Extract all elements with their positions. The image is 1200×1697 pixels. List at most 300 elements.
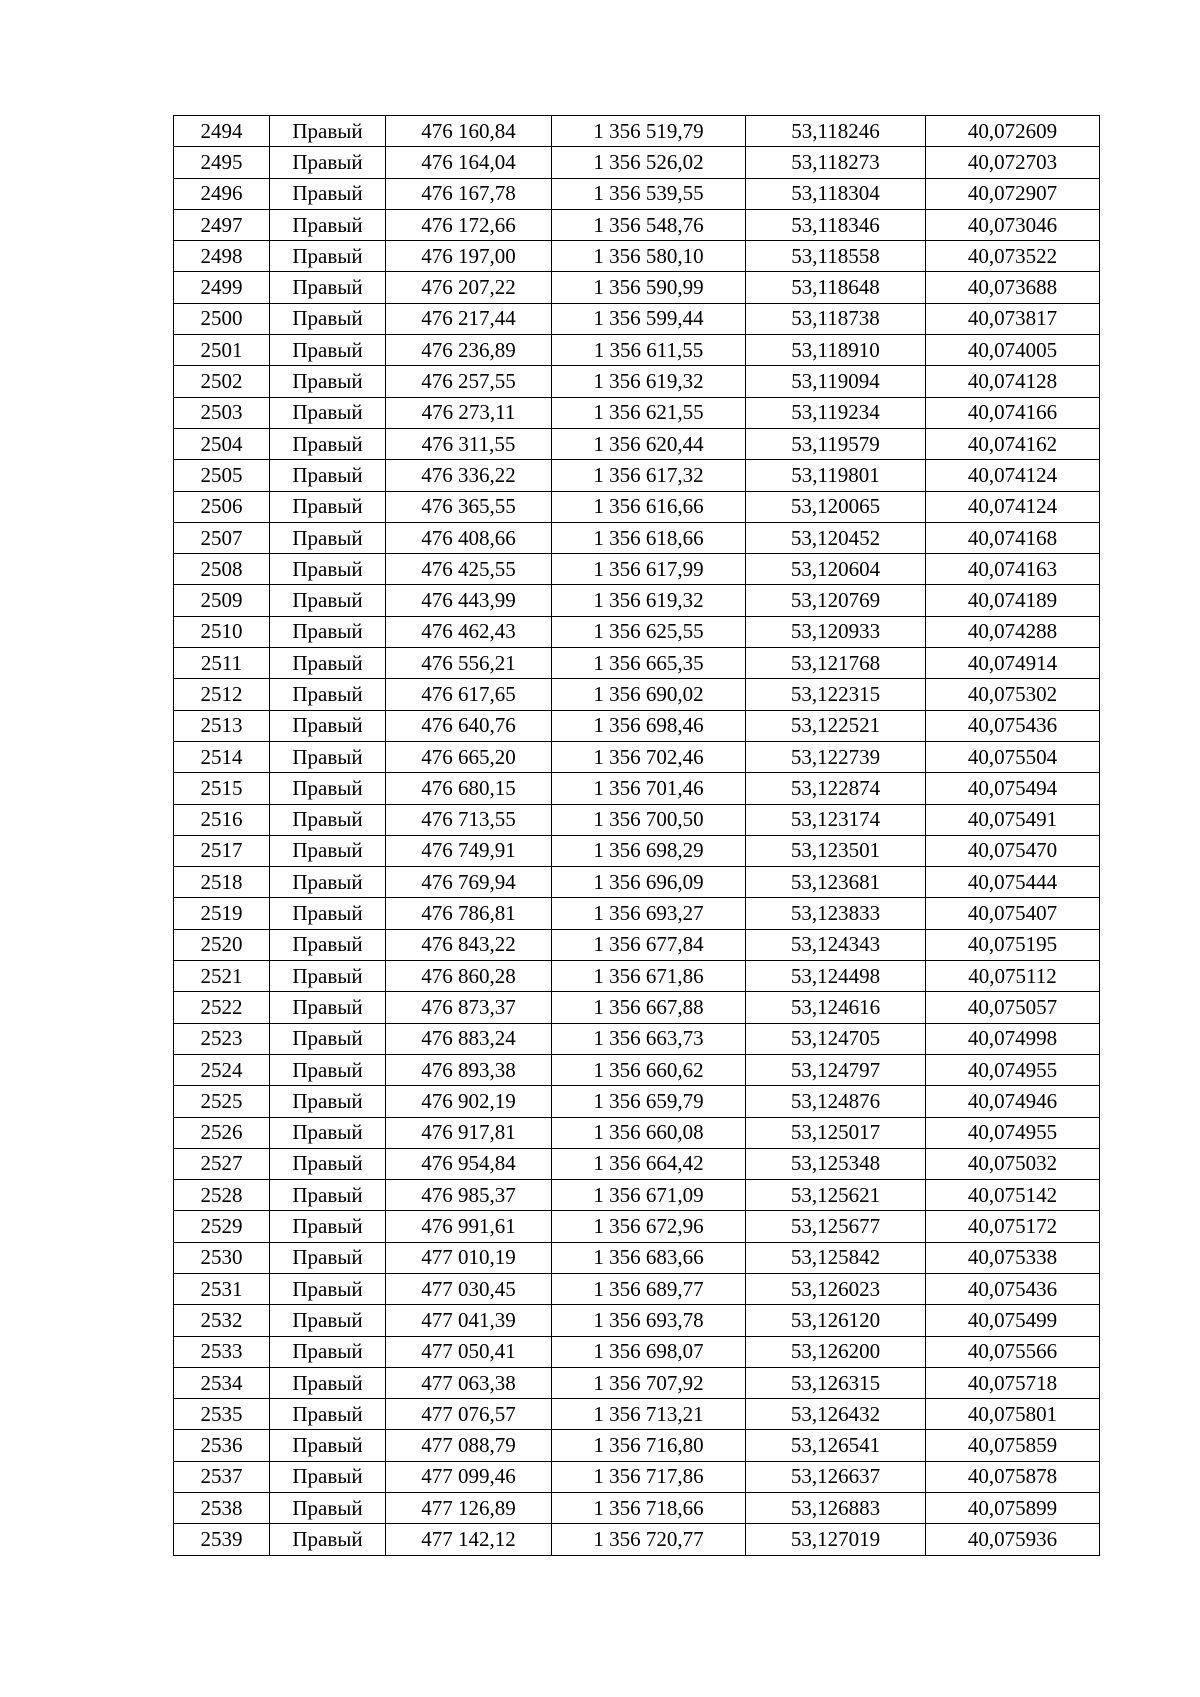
side-cell: Правый <box>270 835 386 866</box>
point-number-cell: 2494 <box>174 116 270 147</box>
point-number-cell: 2514 <box>174 741 270 772</box>
y-coordinate-cell: 1 356 672,96 <box>552 1211 746 1242</box>
x-coordinate-cell: 476 197,00 <box>386 241 552 272</box>
table-row <box>174 1524 1100 1555</box>
table-row <box>174 679 1100 710</box>
longitude-cell: 40,075195 <box>926 929 1100 960</box>
y-coordinate-cell: 1 356 617,99 <box>552 554 746 585</box>
table-row <box>174 335 1100 366</box>
x-coordinate-cell: 477 099,46 <box>386 1461 552 1492</box>
point-number-cell: 2502 <box>174 366 270 397</box>
longitude-cell: 40,075499 <box>926 1305 1100 1336</box>
side-cell: Правый <box>270 1493 386 1524</box>
y-coordinate-cell: 1 356 713,21 <box>552 1399 746 1430</box>
x-coordinate-cell: 476 425,55 <box>386 554 552 585</box>
latitude-cell: 53,124797 <box>746 1054 926 1085</box>
side-cell: Правый <box>270 804 386 835</box>
table-row <box>174 867 1100 898</box>
y-coordinate-cell: 1 356 702,46 <box>552 741 746 772</box>
table-row <box>174 1367 1100 1398</box>
side-cell: Правый <box>270 397 386 428</box>
point-number-cell: 2499 <box>174 272 270 303</box>
coordinates-table <box>173 115 1100 1556</box>
longitude-cell: 40,075718 <box>926 1367 1100 1398</box>
x-coordinate-cell: 476 365,55 <box>386 491 552 522</box>
point-number-cell: 2513 <box>174 710 270 741</box>
y-coordinate-cell: 1 356 693,78 <box>552 1305 746 1336</box>
table-row <box>174 178 1100 209</box>
x-coordinate-cell: 476 160,84 <box>386 116 552 147</box>
side-cell: Правый <box>270 428 386 459</box>
latitude-cell: 53,118246 <box>746 116 926 147</box>
side-cell: Правый <box>270 1305 386 1336</box>
x-coordinate-cell: 476 167,78 <box>386 178 552 209</box>
x-coordinate-cell: 476 893,38 <box>386 1054 552 1085</box>
y-coordinate-cell: 1 356 616,66 <box>552 491 746 522</box>
y-coordinate-cell: 1 356 599,44 <box>552 303 746 334</box>
y-coordinate-cell: 1 356 519,79 <box>552 116 746 147</box>
x-coordinate-cell: 476 617,65 <box>386 679 552 710</box>
table-row <box>174 1305 1100 1336</box>
side-cell: Правый <box>270 241 386 272</box>
side-cell: Правый <box>270 335 386 366</box>
latitude-cell: 53,119801 <box>746 460 926 491</box>
x-coordinate-cell: 476 786,81 <box>386 898 552 929</box>
x-coordinate-cell: 477 088,79 <box>386 1430 552 1461</box>
latitude-cell: 53,123174 <box>746 804 926 835</box>
y-coordinate-cell: 1 356 611,55 <box>552 335 746 366</box>
latitude-cell: 53,126637 <box>746 1461 926 1492</box>
longitude-cell: 40,075936 <box>926 1524 1100 1555</box>
point-number-cell: 2508 <box>174 554 270 585</box>
side-cell: Правый <box>270 1054 386 1085</box>
longitude-cell: 40,075172 <box>926 1211 1100 1242</box>
latitude-cell: 53,118304 <box>746 178 926 209</box>
x-coordinate-cell: 476 556,21 <box>386 648 552 679</box>
table-row <box>174 1023 1100 1054</box>
table-row <box>174 898 1100 929</box>
x-coordinate-cell: 477 126,89 <box>386 1493 552 1524</box>
side-cell: Правый <box>270 929 386 960</box>
table-row <box>174 460 1100 491</box>
longitude-cell: 40,074955 <box>926 1117 1100 1148</box>
side-cell: Правый <box>270 1336 386 1367</box>
y-coordinate-cell: 1 356 677,84 <box>552 929 746 960</box>
side-cell: Правый <box>270 522 386 553</box>
point-number-cell: 2523 <box>174 1023 270 1054</box>
x-coordinate-cell: 476 172,66 <box>386 209 552 240</box>
point-number-cell: 2534 <box>174 1367 270 1398</box>
x-coordinate-cell: 476 665,20 <box>386 741 552 772</box>
side-cell: Правый <box>270 209 386 240</box>
side-cell: Правый <box>270 491 386 522</box>
point-number-cell: 2501 <box>174 335 270 366</box>
table-row <box>174 116 1100 147</box>
side-cell: Правый <box>270 1117 386 1148</box>
side-cell: Правый <box>270 1211 386 1242</box>
x-coordinate-cell: 476 883,24 <box>386 1023 552 1054</box>
point-number-cell: 2516 <box>174 804 270 835</box>
side-cell: Правый <box>270 1430 386 1461</box>
longitude-cell: 40,075566 <box>926 1336 1100 1367</box>
y-coordinate-cell: 1 356 696,09 <box>552 867 746 898</box>
longitude-cell: 40,072609 <box>926 116 1100 147</box>
side-cell: Правый <box>270 116 386 147</box>
table-row <box>174 1461 1100 1492</box>
latitude-cell: 53,126541 <box>746 1430 926 1461</box>
table-row <box>174 961 1100 992</box>
longitude-cell: 40,073817 <box>926 303 1100 334</box>
y-coordinate-cell: 1 356 618,66 <box>552 522 746 553</box>
y-coordinate-cell: 1 356 590,99 <box>552 272 746 303</box>
longitude-cell: 40,074946 <box>926 1086 1100 1117</box>
longitude-cell: 40,074124 <box>926 491 1100 522</box>
latitude-cell: 53,125842 <box>746 1242 926 1273</box>
x-coordinate-cell: 476 164,04 <box>386 147 552 178</box>
longitude-cell: 40,075470 <box>926 835 1100 866</box>
longitude-cell: 40,075878 <box>926 1461 1100 1492</box>
longitude-cell: 40,075112 <box>926 961 1100 992</box>
point-number-cell: 2517 <box>174 835 270 866</box>
table-row <box>174 1054 1100 1085</box>
point-number-cell: 2496 <box>174 178 270 209</box>
table-row <box>174 929 1100 960</box>
y-coordinate-cell: 1 356 660,62 <box>552 1054 746 1085</box>
latitude-cell: 53,119094 <box>746 366 926 397</box>
point-number-cell: 2519 <box>174 898 270 929</box>
longitude-cell: 40,072703 <box>926 147 1100 178</box>
latitude-cell: 53,118648 <box>746 272 926 303</box>
x-coordinate-cell: 477 050,41 <box>386 1336 552 1367</box>
side-cell: Правый <box>270 648 386 679</box>
y-coordinate-cell: 1 356 526,02 <box>552 147 746 178</box>
table-row <box>174 835 1100 866</box>
side-cell: Правый <box>270 1367 386 1398</box>
y-coordinate-cell: 1 356 617,32 <box>552 460 746 491</box>
point-number-cell: 2532 <box>174 1305 270 1336</box>
point-number-cell: 2522 <box>174 992 270 1023</box>
y-coordinate-cell: 1 356 625,55 <box>552 616 746 647</box>
latitude-cell: 53,125621 <box>746 1180 926 1211</box>
longitude-cell: 40,072907 <box>926 178 1100 209</box>
x-coordinate-cell: 476 985,37 <box>386 1180 552 1211</box>
y-coordinate-cell: 1 356 717,86 <box>552 1461 746 1492</box>
y-coordinate-cell: 1 356 716,80 <box>552 1430 746 1461</box>
table-row <box>174 1399 1100 1430</box>
table-row <box>174 1430 1100 1461</box>
longitude-cell: 40,074914 <box>926 648 1100 679</box>
side-cell: Правый <box>270 1461 386 1492</box>
longitude-cell: 40,074162 <box>926 428 1100 459</box>
table-row <box>174 1180 1100 1211</box>
latitude-cell: 53,120452 <box>746 522 926 553</box>
point-number-cell: 2538 <box>174 1493 270 1524</box>
table-row <box>174 992 1100 1023</box>
y-coordinate-cell: 1 356 660,08 <box>552 1117 746 1148</box>
longitude-cell: 40,075504 <box>926 741 1100 772</box>
y-coordinate-cell: 1 356 683,66 <box>552 1242 746 1273</box>
point-number-cell: 2525 <box>174 1086 270 1117</box>
longitude-cell: 40,075142 <box>926 1180 1100 1211</box>
y-coordinate-cell: 1 356 707,92 <box>552 1367 746 1398</box>
side-cell: Правый <box>270 961 386 992</box>
x-coordinate-cell: 476 917,81 <box>386 1117 552 1148</box>
latitude-cell: 53,120933 <box>746 616 926 647</box>
table-row <box>174 804 1100 835</box>
latitude-cell: 53,124498 <box>746 961 926 992</box>
point-number-cell: 2504 <box>174 428 270 459</box>
side-cell: Правый <box>270 1399 386 1430</box>
point-number-cell: 2531 <box>174 1273 270 1304</box>
x-coordinate-cell: 476 749,91 <box>386 835 552 866</box>
longitude-cell: 40,075032 <box>926 1148 1100 1179</box>
table-row <box>174 1148 1100 1179</box>
table-row <box>174 303 1100 334</box>
table-row <box>174 616 1100 647</box>
y-coordinate-cell: 1 356 700,50 <box>552 804 746 835</box>
latitude-cell: 53,126883 <box>746 1493 926 1524</box>
longitude-cell: 40,074998 <box>926 1023 1100 1054</box>
x-coordinate-cell: 476 336,22 <box>386 460 552 491</box>
point-number-cell: 2512 <box>174 679 270 710</box>
x-coordinate-cell: 477 010,19 <box>386 1242 552 1273</box>
latitude-cell: 53,120065 <box>746 491 926 522</box>
y-coordinate-cell: 1 356 619,32 <box>552 366 746 397</box>
longitude-cell: 40,075899 <box>926 1493 1100 1524</box>
side-cell: Правый <box>270 1524 386 1555</box>
x-coordinate-cell: 476 843,22 <box>386 929 552 960</box>
table-row <box>174 147 1100 178</box>
table-row <box>174 773 1100 804</box>
longitude-cell: 40,075436 <box>926 710 1100 741</box>
y-coordinate-cell: 1 356 580,10 <box>552 241 746 272</box>
side-cell: Правый <box>270 1086 386 1117</box>
longitude-cell: 40,075491 <box>926 804 1100 835</box>
x-coordinate-cell: 476 273,11 <box>386 397 552 428</box>
y-coordinate-cell: 1 356 698,07 <box>552 1336 746 1367</box>
side-cell: Правый <box>270 554 386 585</box>
latitude-cell: 53,126315 <box>746 1367 926 1398</box>
x-coordinate-cell: 476 217,44 <box>386 303 552 334</box>
point-number-cell: 2495 <box>174 147 270 178</box>
side-cell: Правый <box>270 1180 386 1211</box>
point-number-cell: 2518 <box>174 867 270 898</box>
latitude-cell: 53,118346 <box>746 209 926 240</box>
longitude-cell: 40,073688 <box>926 272 1100 303</box>
side-cell: Правый <box>270 867 386 898</box>
side-cell: Правый <box>270 1148 386 1179</box>
side-cell: Правый <box>270 272 386 303</box>
y-coordinate-cell: 1 356 548,76 <box>552 209 746 240</box>
latitude-cell: 53,122739 <box>746 741 926 772</box>
longitude-cell: 40,074163 <box>926 554 1100 585</box>
point-number-cell: 2524 <box>174 1054 270 1085</box>
latitude-cell: 53,123833 <box>746 898 926 929</box>
longitude-cell: 40,075801 <box>926 1399 1100 1430</box>
point-number-cell: 2526 <box>174 1117 270 1148</box>
table-row <box>174 1117 1100 1148</box>
longitude-cell: 40,074955 <box>926 1054 1100 1085</box>
y-coordinate-cell: 1 356 539,55 <box>552 178 746 209</box>
y-coordinate-cell: 1 356 619,32 <box>552 585 746 616</box>
latitude-cell: 53,119579 <box>746 428 926 459</box>
side-cell: Правый <box>270 178 386 209</box>
latitude-cell: 53,125348 <box>746 1148 926 1179</box>
side-cell: Правый <box>270 303 386 334</box>
y-coordinate-cell: 1 356 659,79 <box>552 1086 746 1117</box>
latitude-cell: 53,125677 <box>746 1211 926 1242</box>
table-row <box>174 428 1100 459</box>
point-number-cell: 2530 <box>174 1242 270 1273</box>
coordinates-table-body <box>174 116 1100 1556</box>
table-row <box>174 648 1100 679</box>
side-cell: Правый <box>270 1023 386 1054</box>
point-number-cell: 2503 <box>174 397 270 428</box>
side-cell: Правый <box>270 679 386 710</box>
side-cell: Правый <box>270 773 386 804</box>
y-coordinate-cell: 1 356 671,09 <box>552 1180 746 1211</box>
point-number-cell: 2506 <box>174 491 270 522</box>
latitude-cell: 53,118738 <box>746 303 926 334</box>
side-cell: Правый <box>270 585 386 616</box>
side-cell: Правый <box>270 1273 386 1304</box>
side-cell: Правый <box>270 710 386 741</box>
y-coordinate-cell: 1 356 621,55 <box>552 397 746 428</box>
point-number-cell: 2509 <box>174 585 270 616</box>
x-coordinate-cell: 476 207,22 <box>386 272 552 303</box>
longitude-cell: 40,074005 <box>926 335 1100 366</box>
y-coordinate-cell: 1 356 671,86 <box>552 961 746 992</box>
latitude-cell: 53,126200 <box>746 1336 926 1367</box>
table-row <box>174 491 1100 522</box>
y-coordinate-cell: 1 356 690,02 <box>552 679 746 710</box>
side-cell: Правый <box>270 147 386 178</box>
x-coordinate-cell: 476 640,76 <box>386 710 552 741</box>
latitude-cell: 53,118558 <box>746 241 926 272</box>
latitude-cell: 53,124705 <box>746 1023 926 1054</box>
point-number-cell: 2507 <box>174 522 270 553</box>
longitude-cell: 40,074288 <box>926 616 1100 647</box>
point-number-cell: 2536 <box>174 1430 270 1461</box>
x-coordinate-cell: 476 680,15 <box>386 773 552 804</box>
x-coordinate-cell: 476 902,19 <box>386 1086 552 1117</box>
side-cell: Правый <box>270 366 386 397</box>
longitude-cell: 40,075444 <box>926 867 1100 898</box>
longitude-cell: 40,074189 <box>926 585 1100 616</box>
x-coordinate-cell: 476 257,55 <box>386 366 552 397</box>
table-row <box>174 710 1100 741</box>
table-row <box>174 272 1100 303</box>
longitude-cell: 40,075302 <box>926 679 1100 710</box>
side-cell: Правый <box>270 898 386 929</box>
table-row <box>174 241 1100 272</box>
table-row <box>174 585 1100 616</box>
table-row <box>174 1273 1100 1304</box>
x-coordinate-cell: 476 408,66 <box>386 522 552 553</box>
point-number-cell: 2510 <box>174 616 270 647</box>
latitude-cell: 53,126023 <box>746 1273 926 1304</box>
latitude-cell: 53,122315 <box>746 679 926 710</box>
latitude-cell: 53,122521 <box>746 710 926 741</box>
x-coordinate-cell: 476 713,55 <box>386 804 552 835</box>
latitude-cell: 53,124343 <box>746 929 926 960</box>
y-coordinate-cell: 1 356 664,42 <box>552 1148 746 1179</box>
table-row <box>174 1211 1100 1242</box>
x-coordinate-cell: 476 873,37 <box>386 992 552 1023</box>
table-row <box>174 1493 1100 1524</box>
y-coordinate-cell: 1 356 718,66 <box>552 1493 746 1524</box>
side-cell: Правый <box>270 616 386 647</box>
latitude-cell: 53,118910 <box>746 335 926 366</box>
y-coordinate-cell: 1 356 663,73 <box>552 1023 746 1054</box>
point-number-cell: 2529 <box>174 1211 270 1242</box>
point-number-cell: 2539 <box>174 1524 270 1555</box>
latitude-cell: 53,119234 <box>746 397 926 428</box>
y-coordinate-cell: 1 356 620,44 <box>552 428 746 459</box>
latitude-cell: 53,123681 <box>746 867 926 898</box>
x-coordinate-cell: 476 860,28 <box>386 961 552 992</box>
point-number-cell: 2497 <box>174 209 270 240</box>
x-coordinate-cell: 477 142,12 <box>386 1524 552 1555</box>
longitude-cell: 40,075859 <box>926 1430 1100 1461</box>
y-coordinate-cell: 1 356 693,27 <box>552 898 746 929</box>
y-coordinate-cell: 1 356 667,88 <box>552 992 746 1023</box>
point-number-cell: 2521 <box>174 961 270 992</box>
y-coordinate-cell: 1 356 701,46 <box>552 773 746 804</box>
longitude-cell: 40,074166 <box>926 397 1100 428</box>
table-row <box>174 741 1100 772</box>
latitude-cell: 53,125017 <box>746 1117 926 1148</box>
latitude-cell: 53,122874 <box>746 773 926 804</box>
side-cell: Правый <box>270 992 386 1023</box>
longitude-cell: 40,075436 <box>926 1273 1100 1304</box>
table-row <box>174 366 1100 397</box>
x-coordinate-cell: 476 311,55 <box>386 428 552 459</box>
point-number-cell: 2533 <box>174 1336 270 1367</box>
x-coordinate-cell: 476 443,99 <box>386 585 552 616</box>
latitude-cell: 53,127019 <box>746 1524 926 1555</box>
table-row <box>174 554 1100 585</box>
point-number-cell: 2537 <box>174 1461 270 1492</box>
x-coordinate-cell: 476 991,61 <box>386 1211 552 1242</box>
y-coordinate-cell: 1 356 698,46 <box>552 710 746 741</box>
x-coordinate-cell: 476 954,84 <box>386 1148 552 1179</box>
longitude-cell: 40,074168 <box>926 522 1100 553</box>
x-coordinate-cell: 476 236,89 <box>386 335 552 366</box>
x-coordinate-cell: 476 769,94 <box>386 867 552 898</box>
longitude-cell: 40,075407 <box>926 898 1100 929</box>
x-coordinate-cell: 477 030,45 <box>386 1273 552 1304</box>
table-row <box>174 1086 1100 1117</box>
y-coordinate-cell: 1 356 665,35 <box>552 648 746 679</box>
x-coordinate-cell: 477 063,38 <box>386 1367 552 1398</box>
longitude-cell: 40,073046 <box>926 209 1100 240</box>
table-row <box>174 522 1100 553</box>
latitude-cell: 53,120769 <box>746 585 926 616</box>
point-number-cell: 2511 <box>174 648 270 679</box>
latitude-cell: 53,126120 <box>746 1305 926 1336</box>
longitude-cell: 40,074128 <box>926 366 1100 397</box>
longitude-cell: 40,075494 <box>926 773 1100 804</box>
latitude-cell: 53,123501 <box>746 835 926 866</box>
point-number-cell: 2498 <box>174 241 270 272</box>
side-cell: Правый <box>270 741 386 772</box>
point-number-cell: 2527 <box>174 1148 270 1179</box>
x-coordinate-cell: 477 076,57 <box>386 1399 552 1430</box>
point-number-cell: 2500 <box>174 303 270 334</box>
longitude-cell: 40,075338 <box>926 1242 1100 1273</box>
table-row <box>174 397 1100 428</box>
